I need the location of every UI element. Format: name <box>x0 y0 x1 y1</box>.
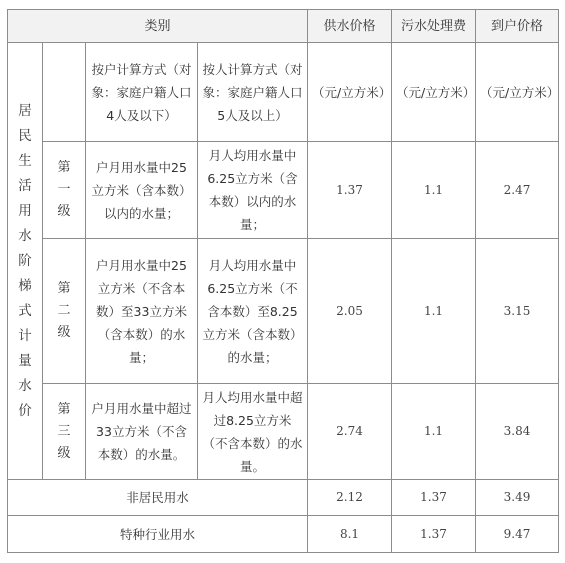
tier-sewage: 1.1 <box>392 239 476 384</box>
special-sewage: 1.37 <box>392 516 476 553</box>
non-residential-row <box>8 480 559 516</box>
non-residential-supply: 2.12 <box>308 480 392 516</box>
header-total-price: 到户价格 <box>476 10 559 43</box>
tier-supply: 1.37 <box>308 142 392 239</box>
tier-person-cell <box>198 239 308 384</box>
header-supply-price: 供水价格 <box>308 10 392 43</box>
header-row <box>8 10 559 43</box>
header-sewage-fee: 污水处理费 <box>392 10 476 43</box>
tier-household-cell <box>86 384 198 480</box>
method-household-cell <box>86 43 198 142</box>
tier-sewage: 1.1 <box>392 142 476 239</box>
unit-sewage: （元/立方米） <box>396 84 476 100</box>
unit-sewage-cell <box>392 43 476 142</box>
non-residential-label: 非居民用水 <box>8 480 308 516</box>
unit-total-cell <box>476 43 559 142</box>
unit-total: （元/立方米） <box>480 84 560 100</box>
special-label: 特种行业用水 <box>8 516 308 553</box>
tier-row <box>8 384 559 480</box>
tier-supply: 2.74 <box>308 384 392 480</box>
water-price-table <box>7 9 559 553</box>
special-row <box>8 516 559 553</box>
non-residential-total: 3.49 <box>476 480 559 516</box>
residential-label-cell <box>8 43 43 480</box>
special-supply: 8.1 <box>308 516 392 553</box>
tier-person-cell <box>198 384 308 480</box>
tier-person: 月人均用水量中超过8.25立方米（不含本数）的水量。 <box>202 389 303 474</box>
tier-person: 月人均用水量中6.25立方米（不含本数）至8.25立方米（含本数）的水量； <box>202 257 303 365</box>
tier-level-cell <box>43 239 86 384</box>
residential-label: 居民生活用水阶梯式计量水价 <box>18 102 32 419</box>
non-residential-sewage: 1.37 <box>392 480 476 516</box>
tier-household: 户月用水量中超过33立方米（不含本数）的水量。 <box>91 401 192 462</box>
unit-supply-cell <box>308 43 392 142</box>
tier-person: 月人均用水量中6.25立方米（含本数）以内的水量； <box>207 148 298 232</box>
tier-household: 户月用水量中25立方米（含本数）以内的水量； <box>91 159 192 221</box>
tier-total: 3.15 <box>476 239 559 384</box>
method-household: 按户计算方式（对象：家庭户籍人口4人及以下） <box>91 61 192 123</box>
tier-level: 第三级 <box>57 401 71 461</box>
method-row <box>8 43 559 142</box>
tier-row <box>8 239 559 384</box>
tier-supply: 2.05 <box>308 239 392 384</box>
header-category: 类别 <box>8 10 308 43</box>
tier-household: 户月用水量中25立方米（不含本数）至33立方米（含本数）的水量； <box>96 257 187 365</box>
tier-person-cell <box>198 142 308 239</box>
tier-level-cell <box>43 384 86 480</box>
method-person: 按人计算方式（对象：家庭户籍人口5人及以上） <box>202 61 303 123</box>
tier-total: 2.47 <box>476 142 559 239</box>
tier-level-cell <box>43 142 86 239</box>
tier-sewage: 1.1 <box>392 384 476 480</box>
method-person-cell <box>198 43 308 142</box>
tier-household-cell <box>86 142 198 239</box>
tier-total: 3.84 <box>476 384 559 480</box>
tier-level: 第一级 <box>57 160 71 219</box>
tier-row <box>8 142 559 239</box>
unit-supply: （元/立方米） <box>312 84 392 100</box>
tier-level: 第二级 <box>57 281 71 340</box>
empty-level-cell <box>43 43 86 142</box>
tier-household-cell <box>86 239 198 384</box>
special-total: 9.47 <box>476 516 559 553</box>
